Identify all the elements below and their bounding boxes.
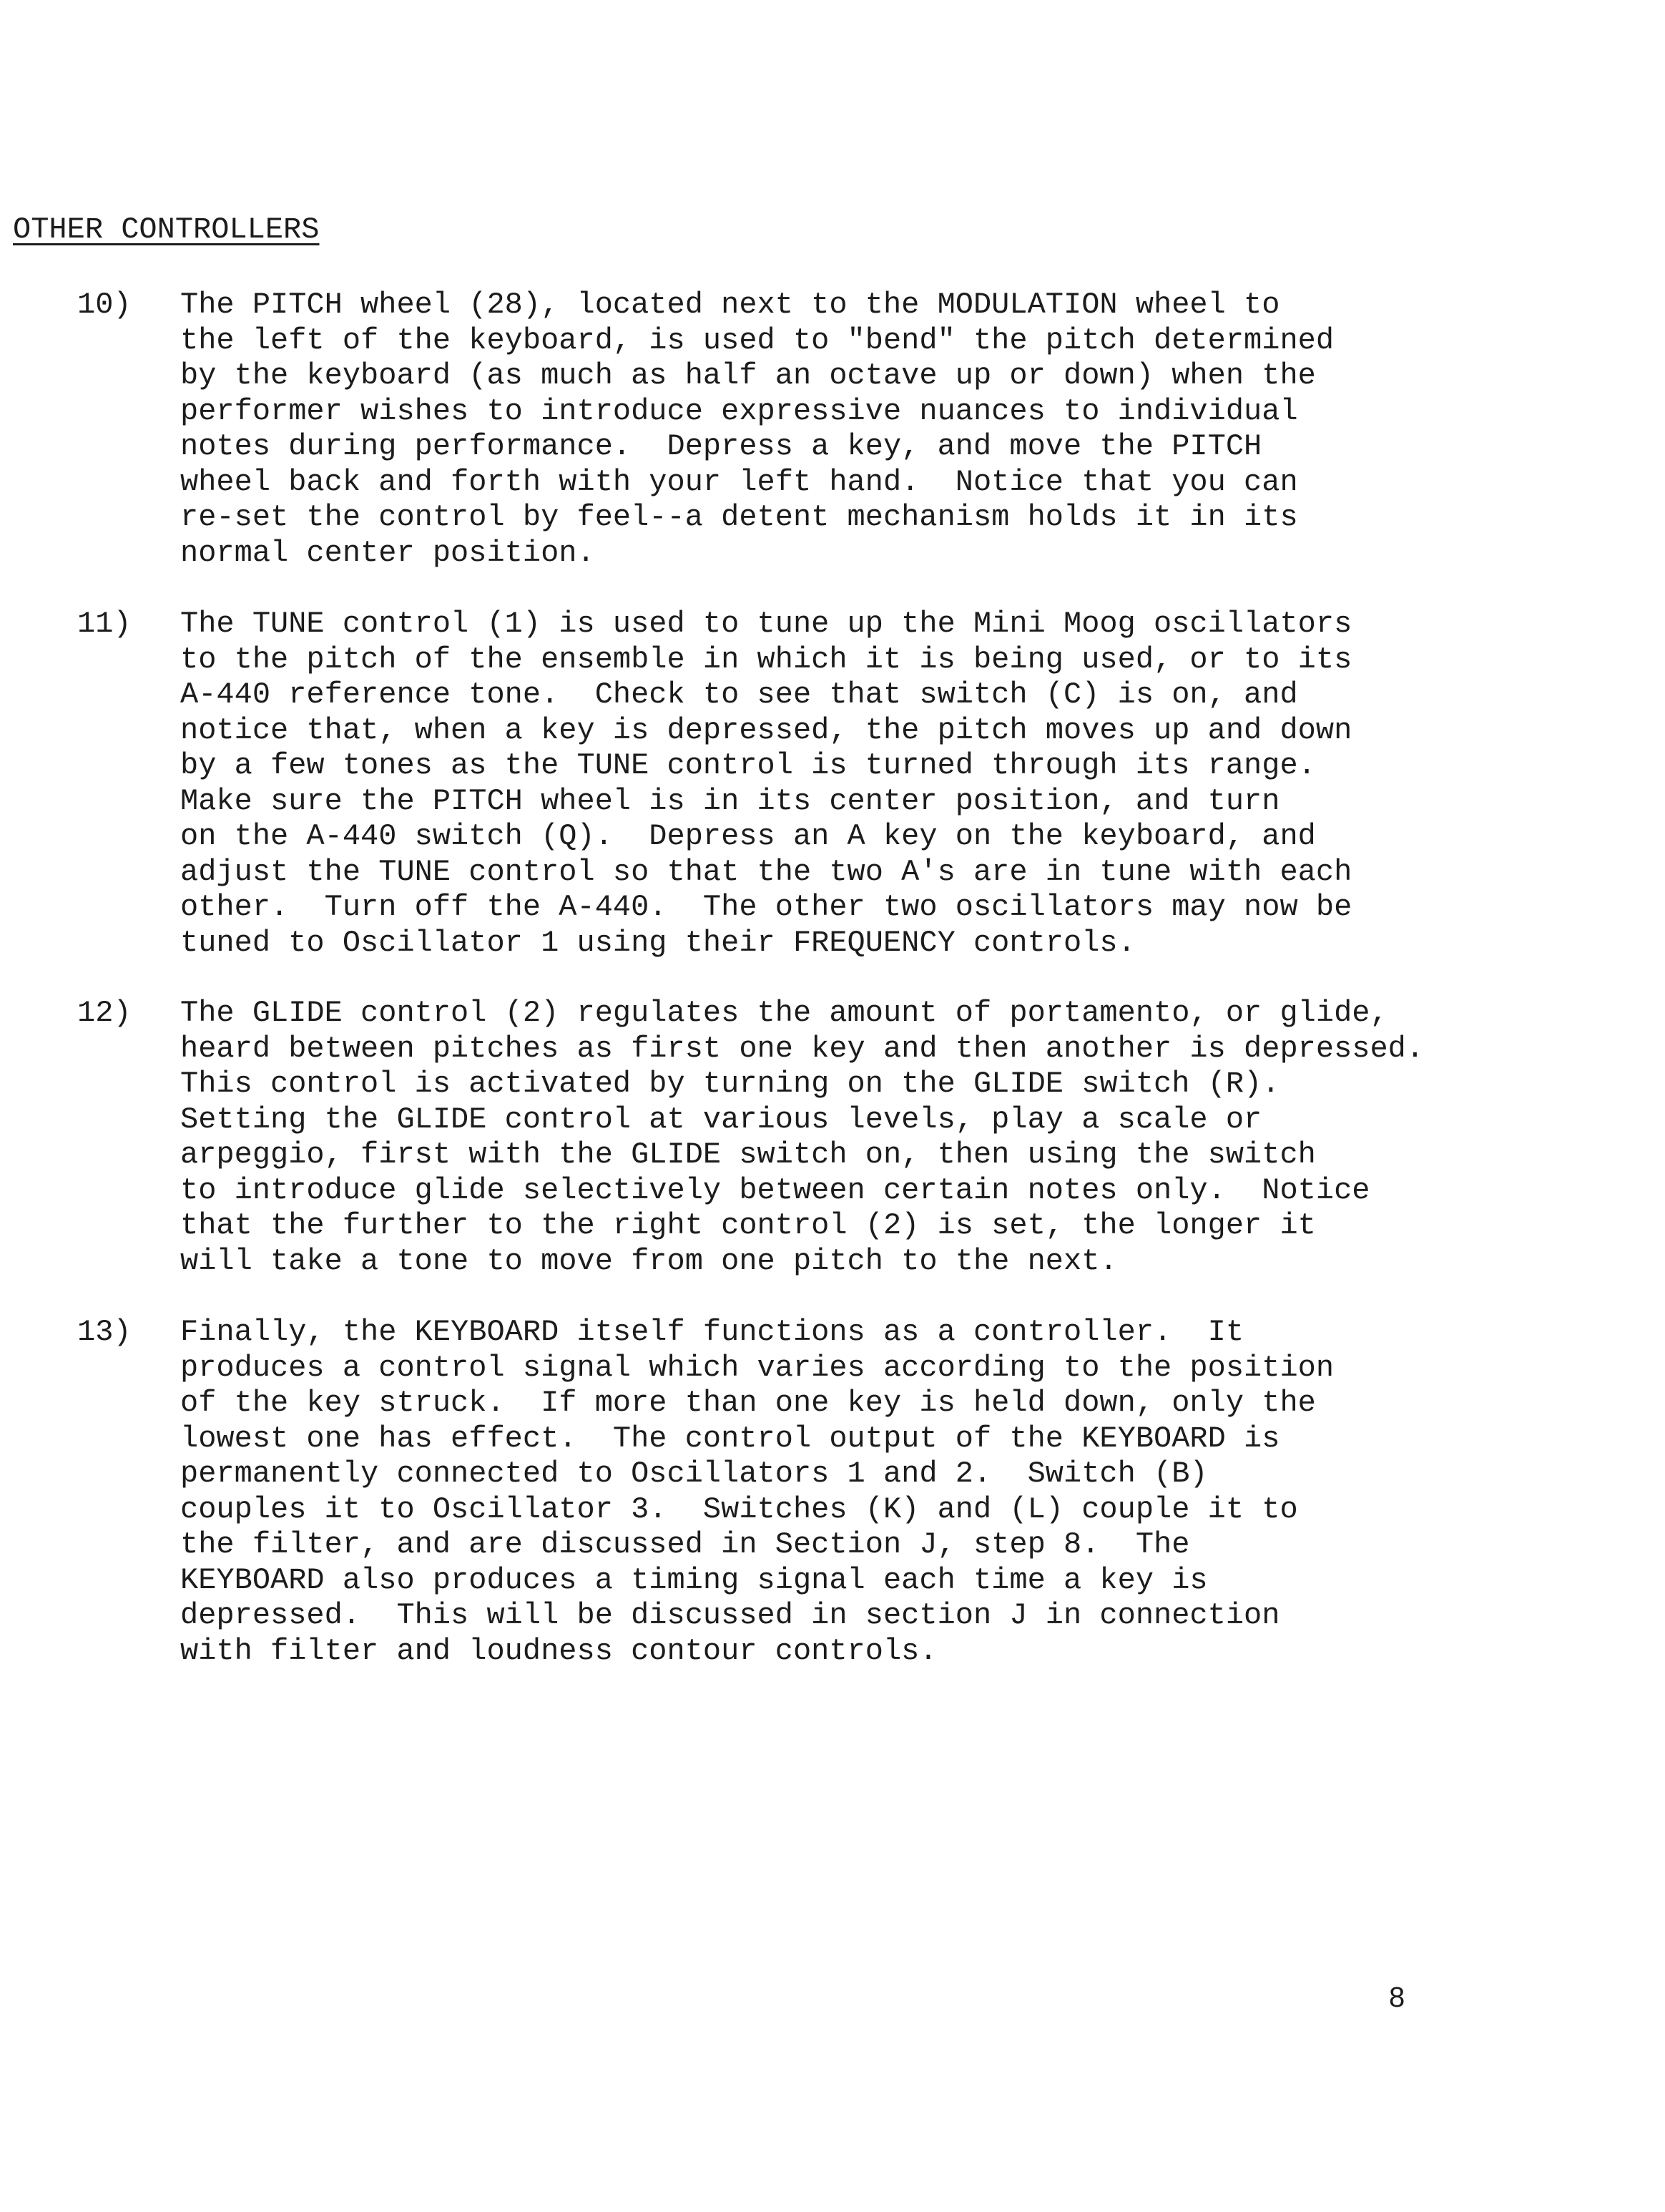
text-line: the filter, and are discussed in Section J, step 8. The <box>180 1527 1190 1562</box>
text-line: on the A-440 switch (Q). Depress an A key on the keyboard, and <box>180 819 1316 853</box>
text-line: depressed. This will be discussed in section J in connection <box>180 1598 1280 1633</box>
text-line: normal center position. <box>180 535 595 570</box>
item-text <box>180 996 1424 1279</box>
text-line: The GLIDE control (2) regulates the amount of portamento, or glide, <box>180 996 1388 1030</box>
text-line: performer wishes to introduce expressive nuances to individual <box>180 393 1298 429</box>
section-heading: OTHER CONTROLLERS <box>13 212 320 247</box>
text-line: tuned to Oscillator 1 using their FREQUENCY controls. <box>180 925 1136 960</box>
text-line: Finally, the KEYBOARD itself functions as a controller. It <box>180 1315 1244 1349</box>
item-number: 12) <box>77 996 132 1030</box>
text-line: Setting the GLIDE control at various levels, play a scale or <box>180 1102 1262 1137</box>
text-line: permanently connected to Oscillators 1 and 2. Switch (B) <box>180 1457 1208 1491</box>
text-line: wheel back and forth with your left hand. Notice that you can <box>180 464 1298 499</box>
text-line: to introduce glide selectively between certain notes only. Notice <box>180 1173 1370 1208</box>
text-line: A-440 reference tone. Check to see that switch (C) is on, and <box>180 677 1298 712</box>
text-line: adjust the TUNE control so that the two A's are in tune with each <box>180 854 1352 889</box>
text-line: The TUNE control (1) is used to tune up the Mini Moog oscillators <box>180 607 1352 641</box>
item-text <box>180 607 1352 961</box>
text-line: of the key struck. If more than one key is held down, only the <box>180 1386 1316 1420</box>
text-line: will take a tone to move from one pitch to the next. <box>180 1243 1118 1278</box>
text-line: to the pitch of the ensemble in which it is being used, or to its <box>180 642 1352 677</box>
text-line: by a few tones as the TUNE control is turned through its range. <box>180 748 1316 783</box>
text-line: couples it to Oscillator 3. Switches (K) and (L) couple it to <box>180 1492 1298 1527</box>
text-line: arpeggio, first with the GLIDE switch on, then using the switch <box>180 1137 1316 1172</box>
text-line: This control is activated by turning on the GLIDE switch (R). <box>180 1067 1280 1101</box>
page-number: 8 <box>1389 1982 1405 2013</box>
item-text <box>180 288 1334 571</box>
text-line: notice that, when a key is depressed, the pitch moves up and down <box>180 713 1352 748</box>
text-line: produces a control signal which varies according to the position <box>180 1350 1335 1385</box>
text-line: other. Turn off the A-440. The other two oscillators may now be <box>180 890 1352 924</box>
text-line: with filter and loudness contour controls. <box>180 1633 938 1668</box>
item-number: 13) <box>77 1315 132 1349</box>
text-line: The PITCH wheel (28), located next to the MODULATION wheel to <box>180 288 1280 322</box>
text-line: by the keyboard (as much as half an octave up or down) when the <box>180 358 1316 393</box>
text-line: lowest one has effect. The control output of the KEYBOARD is <box>180 1421 1280 1456</box>
text-line: notes during performance. Depress a key, and move the PITCH <box>180 429 1262 464</box>
text-line: that the further to the right control (2) is set, the longer it <box>180 1208 1316 1243</box>
item-text <box>180 1315 1334 1669</box>
text-line: KEYBOARD also produces a timing signal each time a key is <box>180 1562 1208 1597</box>
text-line: re-set the control by feel--a detent mechanism holds it in its <box>180 500 1298 534</box>
item-number: 10) <box>77 288 132 322</box>
text-line: heard between pitches as first one key and then another is depressed. <box>180 1031 1425 1066</box>
text-line: the left of the keyboard, is used to "bend" the pitch determined <box>180 323 1335 358</box>
item-number: 11) <box>77 607 132 641</box>
text-line: Make sure the PITCH wheel is in its center position, and turn <box>180 783 1280 818</box>
